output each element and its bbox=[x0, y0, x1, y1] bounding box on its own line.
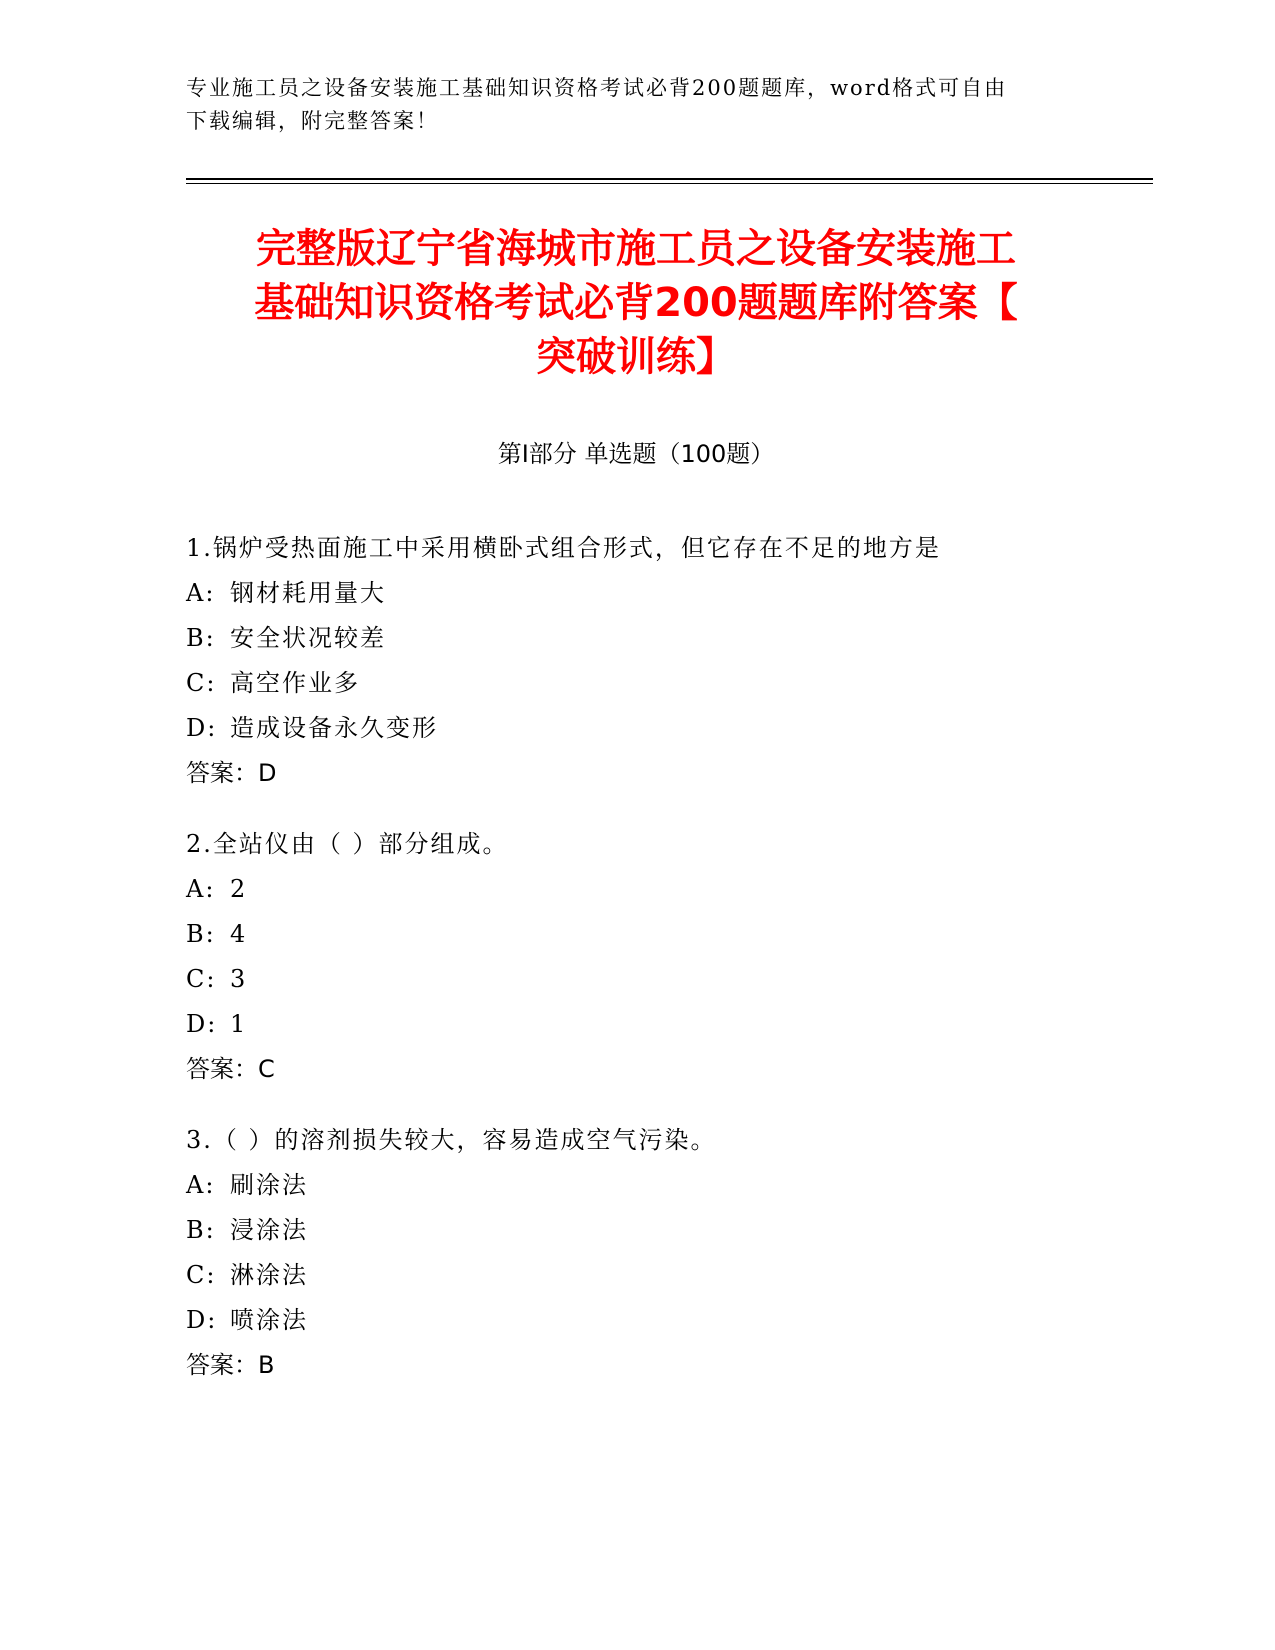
question-list bbox=[186, 526, 1146, 1414]
answer-line bbox=[186, 751, 1146, 796]
option-key: B: bbox=[186, 920, 216, 948]
option-key: A: bbox=[186, 1171, 216, 1199]
title-line-3: 突破训练】 bbox=[536, 334, 736, 380]
option-key: C: bbox=[186, 669, 217, 697]
option-text: 淋涂法 bbox=[230, 1261, 308, 1289]
answer-value: B bbox=[258, 1351, 275, 1379]
option-text: 3 bbox=[230, 965, 248, 993]
question-text: 1.锅炉受热面施工中采用横卧式组合形式，但它存在不足的地方是 bbox=[186, 534, 941, 562]
option-key: A: bbox=[186, 875, 216, 903]
header-note-line-2: 下载编辑，附完整答案！ bbox=[186, 109, 439, 133]
option-text: 安全状况较差 bbox=[230, 624, 386, 652]
option-key: C: bbox=[186, 1261, 217, 1289]
option-text: 喷涂法 bbox=[230, 1306, 308, 1334]
option-key: C: bbox=[186, 965, 217, 993]
answer-value: C bbox=[258, 1055, 275, 1083]
answer-label: 答案： bbox=[186, 1351, 258, 1379]
document-title bbox=[186, 222, 1086, 384]
answer-label: 答案： bbox=[186, 1055, 258, 1083]
document-header-note bbox=[186, 72, 1086, 138]
option-text: 4 bbox=[230, 920, 248, 948]
option-d bbox=[186, 1298, 1146, 1343]
option-a bbox=[186, 571, 1146, 616]
answer-value: D bbox=[258, 759, 277, 787]
title-line-2: 基础知识资格考试必背200题题库附答案【 bbox=[254, 280, 1018, 326]
option-c bbox=[186, 957, 1146, 1002]
header-divider-thick bbox=[186, 178, 1153, 180]
option-key: D: bbox=[186, 1010, 218, 1038]
option-key: D: bbox=[186, 714, 218, 742]
option-text: 钢材耗用量大 bbox=[230, 579, 386, 607]
option-b bbox=[186, 912, 1146, 957]
option-d bbox=[186, 706, 1146, 751]
question-text: 2.全站仪由（ ）部分组成。 bbox=[186, 830, 509, 858]
option-c bbox=[186, 661, 1146, 706]
title-line-1: 完整版辽宁省海城市施工员之设备安装施工 bbox=[256, 226, 1016, 272]
option-b bbox=[186, 1208, 1146, 1253]
answer-line bbox=[186, 1343, 1146, 1388]
question-1 bbox=[186, 526, 1146, 796]
option-key: D: bbox=[186, 1306, 218, 1334]
option-text: 2 bbox=[230, 875, 248, 903]
option-a bbox=[186, 1163, 1146, 1208]
option-c bbox=[186, 1253, 1146, 1298]
header-divider-thin bbox=[186, 183, 1153, 184]
header-note-line-1: 专业施工员之设备安装施工基础知识资格考试必背200题题库，word格式可自由 bbox=[186, 76, 1008, 100]
option-text: 高空作业多 bbox=[230, 669, 360, 697]
option-key: B: bbox=[186, 1216, 216, 1244]
option-text: 1 bbox=[230, 1010, 248, 1038]
question-text: 3.（ ）的溶剂损失较大，容易造成空气污染。 bbox=[186, 1126, 717, 1154]
answer-label: 答案： bbox=[186, 759, 258, 787]
option-b bbox=[186, 616, 1146, 661]
option-key: B: bbox=[186, 624, 216, 652]
option-key: A: bbox=[186, 579, 216, 607]
option-text: 浸涂法 bbox=[230, 1216, 308, 1244]
question-2 bbox=[186, 822, 1146, 1092]
option-text: 造成设备永久变形 bbox=[230, 714, 438, 742]
option-text: 刷涂法 bbox=[230, 1171, 308, 1199]
option-a bbox=[186, 867, 1146, 912]
answer-line bbox=[186, 1047, 1146, 1092]
option-d bbox=[186, 1002, 1146, 1047]
section-heading: 第Ⅰ部分 单选题（100题） bbox=[497, 440, 775, 468]
question-3 bbox=[186, 1118, 1146, 1388]
